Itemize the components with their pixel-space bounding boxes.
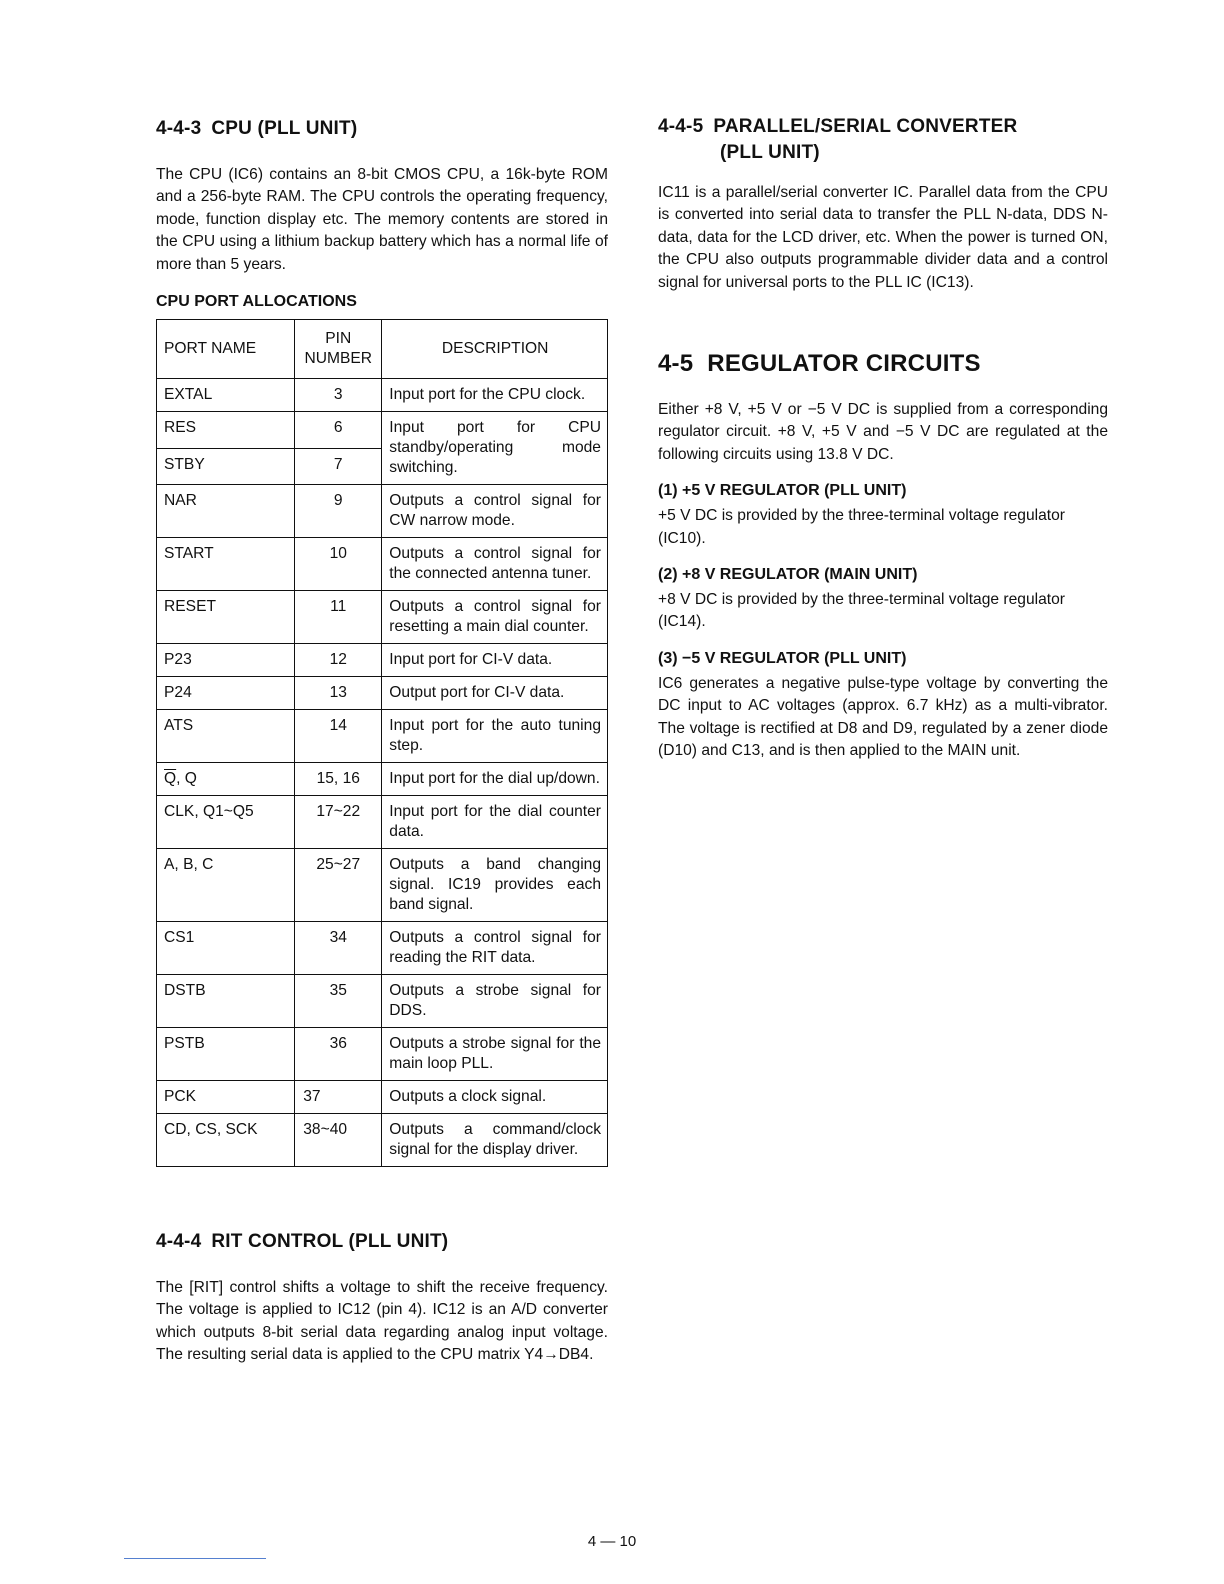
row-description: Outputs a command/clock signal for the display driver. bbox=[382, 1114, 608, 1167]
row-port bbox=[157, 763, 295, 796]
table-row bbox=[157, 1028, 608, 1081]
table-row bbox=[157, 849, 608, 922]
cpu-paragraph: The CPU (IC6) contains an 8-bit CMOS CPU, a 16k-byte ROM and a 256-byte RAM. The CPU controls the operating frequency, mode, function display etc. The memory contents are stored in the CPU using a lithium backup battery which has a normal life of more than 5 years. bbox=[156, 166, 608, 273]
row-port: CLK, Q1~Q5 bbox=[157, 796, 295, 849]
row-description: Outputs a clock signal. bbox=[382, 1081, 608, 1114]
regulator-heading-number: 4-5 bbox=[658, 350, 694, 378]
row-port: PSTB bbox=[157, 1028, 295, 1081]
row-pin: 17~22 bbox=[295, 796, 382, 849]
regulator-heading-title: REGULATOR CIRCUITS bbox=[707, 350, 981, 378]
row-description: Input port for CI-V data. bbox=[382, 644, 608, 677]
table-title: CPU PORT ALLOCATIONS bbox=[156, 293, 357, 311]
sub1-title: (1) +5 V REGULATOR (PLL UNIT) bbox=[658, 482, 907, 500]
row-pin: 34 bbox=[295, 922, 382, 975]
row-port: STBY bbox=[157, 448, 295, 485]
rit-heading-number: 4-4-4 bbox=[156, 1231, 202, 1253]
row-description: Input port for CPU standby/operating mode switching. bbox=[382, 412, 608, 485]
row-pin: 10 bbox=[295, 538, 382, 591]
row-port: RES bbox=[157, 412, 295, 449]
row-port-overlined: $\overline{Q}$ bbox=[164, 770, 177, 788]
rit-heading-title: RIT CONTROL (PLL UNIT) bbox=[211, 1231, 449, 1253]
table-row bbox=[157, 677, 608, 710]
row-description: Outputs a control signal for CW narrow mode. bbox=[382, 485, 608, 538]
row-description: Outputs a control signal for resetting a main dial counter. bbox=[382, 591, 608, 644]
row-description: Outputs a band changing signal. IC19 provides each band signal. bbox=[382, 849, 608, 922]
row-pin: 15, 16 bbox=[295, 763, 382, 796]
sub3-title: (3) −5 V REGULATOR (PLL UNIT) bbox=[658, 649, 907, 667]
table-row bbox=[157, 538, 608, 591]
footer-rule bbox=[124, 1558, 266, 1559]
row-description: Outputs a control signal for the connected antenna tuner. bbox=[382, 538, 608, 591]
row-description: Outputs a control signal for reading the RIT data. bbox=[382, 922, 608, 975]
row-pin: 36 bbox=[295, 1028, 382, 1081]
row-pin: 35 bbox=[295, 975, 382, 1028]
cpu-port-table bbox=[156, 319, 608, 1167]
ps-heading-number: 4-4-5 bbox=[658, 116, 704, 137]
header-pin-line1: PIN bbox=[325, 330, 352, 348]
row-pin: 25~27 bbox=[295, 849, 382, 922]
row-description: Output port for CI-V data. bbox=[382, 677, 608, 710]
row-pin: 38~40 bbox=[295, 1114, 382, 1167]
row-description: Input port for the dial up/down. bbox=[382, 763, 608, 796]
row-pin: 6 bbox=[295, 412, 382, 449]
ps-heading-title-line1: PARALLEL/SERIAL CONVERTER bbox=[713, 116, 1018, 137]
row-pin: 37 bbox=[295, 1081, 382, 1114]
table-row bbox=[157, 1114, 608, 1167]
left-column bbox=[156, 118, 608, 1367]
row-port: P24 bbox=[157, 677, 295, 710]
row-port-rest: , Q bbox=[176, 770, 197, 788]
table-row bbox=[157, 485, 608, 538]
header-port-name: PORT NAME bbox=[157, 320, 295, 379]
regulator-heading bbox=[658, 350, 1108, 378]
row-description: Input port for the auto tuning step. bbox=[382, 710, 608, 763]
cpu-heading-number: 4-4-3 bbox=[156, 118, 202, 139]
table-row bbox=[157, 644, 608, 677]
row-port: CD, CS, SCK bbox=[157, 1114, 295, 1167]
row-port: NAR bbox=[157, 485, 295, 538]
row-port: CS1 bbox=[157, 922, 295, 975]
row-port: A, B, C bbox=[157, 849, 295, 922]
row-pin: 7 bbox=[295, 448, 382, 485]
table-row bbox=[157, 591, 608, 644]
row-pin: 11 bbox=[295, 591, 382, 644]
table-row bbox=[157, 796, 608, 849]
row-description: Input port for the dial counter data. bbox=[382, 796, 608, 849]
row-port: DSTB bbox=[157, 975, 295, 1028]
cpu-heading-title: CPU (PLL UNIT) bbox=[211, 118, 358, 139]
row-port: START bbox=[157, 538, 295, 591]
row-port: EXTAL bbox=[157, 379, 295, 412]
row-description: Outputs a strobe signal for DDS. bbox=[382, 975, 608, 1028]
row-port: PCK bbox=[157, 1081, 295, 1114]
regulator-paragraph: Either +8 V, +5 V or −5 V DC is supplied from a corresponding regulator circuit. +8 V, +5 V and −5 V DC are regulated at the following circuits using 13.8 V DC. bbox=[658, 401, 1108, 463]
table-row bbox=[157, 412, 608, 449]
header-pin-number bbox=[295, 320, 382, 379]
cpu-heading bbox=[156, 118, 608, 140]
ps-paragraph: IC11 is a parallel/serial converter IC. Parallel data from the CPU is converted into serial data to transfer the PLL N-data, DDS N-data, data for the LCD driver, etc. When the power is turned ON, the CPU also outputs programmable divider data and a control signal for universal ports to the PLL IC (IC13). bbox=[658, 184, 1108, 291]
sub2-title: (2) +8 V REGULATOR (MAIN UNIT) bbox=[658, 566, 918, 584]
row-port: RESET bbox=[157, 591, 295, 644]
row-pin: 12 bbox=[295, 644, 382, 677]
table-header-row bbox=[157, 320, 608, 379]
header-pin-line2: NUMBER bbox=[304, 350, 373, 368]
row-pin: 9 bbox=[295, 485, 382, 538]
row-pin: 13 bbox=[295, 677, 382, 710]
page-number: 4 — 10 bbox=[587, 1533, 637, 1550]
ps-heading-line2: (PLL UNIT) bbox=[720, 142, 820, 163]
table-row bbox=[157, 763, 608, 796]
row-port: ATS bbox=[157, 710, 295, 763]
row-description: Outputs a strobe signal for the main loop PLL. bbox=[382, 1028, 608, 1081]
table-row bbox=[157, 1081, 608, 1114]
table-row bbox=[157, 922, 608, 975]
row-description: Input port for the CPU clock. bbox=[382, 379, 608, 412]
sub1-text: +5 V DC is provided by the three-terminal voltage regulator (IC10). bbox=[658, 507, 1065, 547]
table-row bbox=[157, 975, 608, 1028]
header-description: DESCRIPTION bbox=[382, 320, 608, 379]
table-row bbox=[157, 710, 608, 763]
row-port: P23 bbox=[157, 644, 295, 677]
table-row bbox=[157, 379, 608, 412]
sub3-text: IC6 generates a negative pulse-type voltage by converting the DC input to AC voltages (approx. 6.7 kHz) as a multi-vibrator. The voltage is rectified at D8 and D9, regulated by a zener diode (D10) and C13, and is then applied to the MAIN unit. bbox=[658, 674, 1108, 760]
right-column bbox=[658, 116, 1108, 763]
rit-heading bbox=[156, 1231, 608, 1253]
ps-heading bbox=[658, 116, 1108, 138]
row-pin: 14 bbox=[295, 710, 382, 763]
row-pin: 3 bbox=[295, 379, 382, 412]
sub2-text: +8 V DC is provided by the three-terminal voltage regulator (IC14). bbox=[658, 591, 1065, 631]
rit-paragraph: The [RIT] control shifts a voltage to shift the receive frequency. The voltage is applied to IC12 (pin 4). IC12 is an A/D converter which outputs 8-bit serial data regarding analog input voltage. The resulting serial data is applied to the CPU matrix Y4→DB4. bbox=[156, 1279, 608, 1364]
